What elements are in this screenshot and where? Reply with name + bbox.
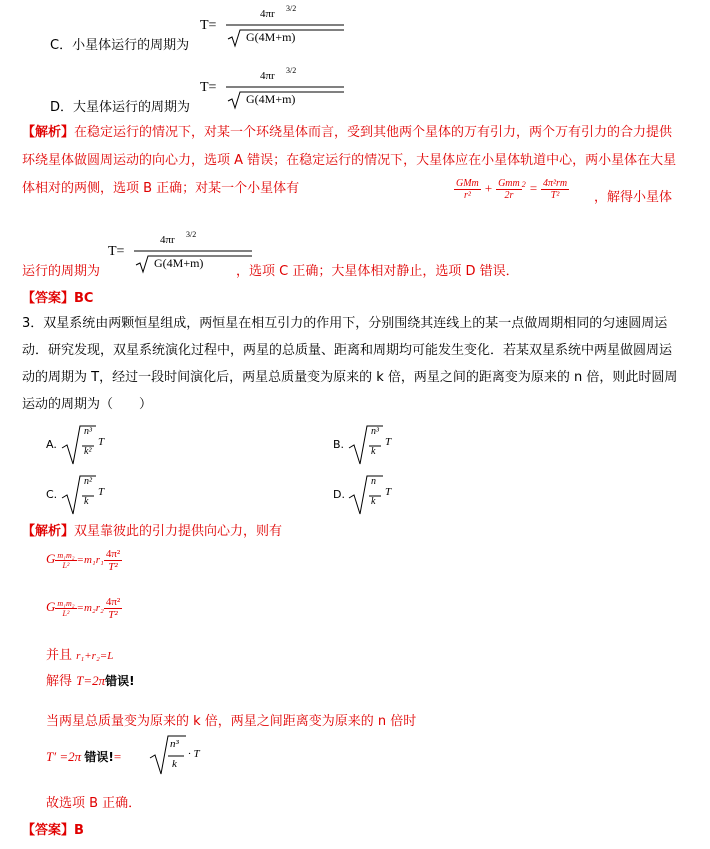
formula-t-eq: T= — [108, 244, 125, 259]
formula-t-eq: T= — [200, 80, 217, 95]
option-num: n³ — [84, 426, 92, 437]
equation-1 — [46, 548, 122, 573]
tprime-eq: = — [113, 749, 122, 764]
tprime-lhs: T′ =2π — [46, 749, 82, 764]
formula-num: 4πr — [260, 8, 275, 20]
option-t: T — [98, 436, 105, 448]
option-label: D. — [333, 488, 345, 501]
option-den: k — [371, 496, 376, 507]
tprime-line — [46, 748, 121, 765]
option-num: n² — [84, 476, 92, 487]
frac-4pi2rm-t2: $\frac{\text{4π²rm}}{\text{T²}}$ — [543, 178, 568, 201]
exp-2: 2 — [521, 180, 526, 190]
solve-equation: T=2π — [76, 673, 106, 688]
sqrt-sign — [150, 734, 186, 778]
and-equation: r₁+r₂=L — [76, 650, 114, 662]
analysis-1-tail: ，解得小星体 — [594, 190, 673, 205]
tprime-den: k — [172, 758, 177, 770]
and-text: 并且 — [46, 648, 73, 663]
eq1-left-frac: $\frac{\text{m₁m₂}}{\text{L²}}$ — [57, 551, 75, 570]
analysis-2-text: 双星靠彼此的引力提供向心力，则有 — [74, 524, 283, 539]
tprime-tail: · T — [188, 748, 200, 760]
formula-num: 4πr — [260, 70, 275, 82]
formula-den: G(4M+m) — [154, 256, 204, 270]
option-label: B. — [333, 438, 345, 451]
analysis-1-line4-prefix: 运行的周期为 — [22, 264, 101, 279]
question-3: 3．双星系统由两颗恒星组成，两恒星在相互引力的作用下，分别围绕其连线上的某一点做周期相同的匀速圆周运动．研究发现，双星系统演化过程中，两星的总质量、距离和周期均可能发生变化．若某双星系统中两星做圆周运动的周期为 T，经过一段时间演化后，两星总质量变为原来的 k 倍，两星之间的距离变为原来的 n 倍，则此时圆周运动的周期为（ ） — [22, 316, 678, 412]
answer-1-value: BC — [74, 291, 94, 306]
option-t: T — [385, 436, 392, 448]
formula-t-eq: T= — [200, 18, 217, 33]
option-num: n³ — [371, 426, 379, 437]
formula-den: G(4M+m) — [246, 30, 296, 44]
solve-text: 解得 — [46, 674, 73, 689]
sqrt-sign — [349, 424, 385, 468]
conclusion: 故选项 B 正确． — [46, 796, 142, 811]
formula-num: 4πr — [160, 234, 175, 246]
plus-sign: + — [484, 180, 493, 196]
sqrt-sign — [62, 424, 98, 468]
option-d-line — [50, 96, 190, 115]
eq2-right-frac: $\frac{\text{4π²}}{\text{T²}}$ — [105, 596, 121, 621]
formula-num-exp: 3/2 — [286, 66, 297, 75]
formula-num-exp: 3/2 — [286, 4, 297, 13]
error-text: 错误! — [84, 750, 114, 764]
option-t: T — [98, 486, 105, 498]
formula-num-exp: 3/2 — [186, 230, 197, 239]
eq1-mid: =m₁r₁ — [76, 554, 104, 567]
option-den: k — [371, 446, 376, 457]
analysis-1 — [22, 119, 682, 203]
frac-gmm-2r: $\frac{\text{Gmm}}{2r}$ — [498, 178, 520, 201]
g-constant: G — [46, 599, 56, 615]
analysis-tag: 【解析】 — [22, 524, 75, 539]
sqrt-sign — [62, 474, 98, 518]
answer-tag: 【答案】 — [22, 291, 75, 306]
analysis-1-text: 在稳定运行的情况下，对某一个环绕星体而言，受到其他两个星体的万有引力，两个万有引力的合力提供环绕星体做圆周运动的向心力，选项 A 错误；在稳定运行的情况下，大星体应在小星体轨道中心，两小星体在大星体相对的两侧，选项 B 正确；对某一个小星体有 — [22, 125, 677, 196]
equation-2 — [46, 596, 122, 621]
answer-1 — [22, 287, 93, 306]
eq2-left-frac: $\frac{\text{m₁m₂}}{\text{L²}}$ — [57, 599, 75, 618]
option-d-label: D．大星体运行的周期为 — [50, 100, 191, 115]
analysis-1-equation — [454, 178, 569, 201]
g-constant: G — [46, 551, 56, 567]
solve-line — [46, 670, 135, 689]
eq2-mid: =m₂r₂ — [76, 602, 104, 615]
answer-tag: 【答案】 — [22, 823, 75, 838]
answer-2 — [22, 819, 84, 838]
option-c-line — [50, 34, 189, 53]
frac-gmm-r2: $\frac{\text{GMm}}{\text{r²}}$ — [456, 178, 479, 201]
tprime-num: n³ — [170, 738, 179, 750]
eq-sign: = — [528, 180, 538, 196]
analysis-2 — [22, 520, 282, 539]
analysis-tag: 【解析】 — [22, 125, 75, 140]
option-c-label: C．小星体运行的周期为 — [50, 38, 190, 53]
option-label: C. — [46, 488, 58, 501]
option-den: k² — [84, 446, 92, 457]
eq1-right-frac: $\frac{\text{4π²}}{\text{T²}}$ — [105, 548, 121, 573]
option-num: n — [371, 476, 376, 487]
option-label: A. — [46, 438, 57, 451]
sqrt-sign — [349, 474, 385, 518]
tprime-sqrt — [150, 734, 200, 782]
and-line — [46, 644, 113, 663]
error-text: 错误! — [105, 674, 135, 688]
answer-2-value: B — [74, 823, 84, 838]
formula-den: G(4M+m) — [246, 92, 296, 106]
when-line: 当两星总质量变为原来的 k 倍，两星之间距离变为原来的 n 倍时 — [46, 714, 417, 729]
analysis-1-line4-suffix: ，选项 C 正确；大星体相对静止，选项 D 错误． — [236, 264, 519, 279]
option-den: k — [84, 496, 89, 507]
option-t: T — [385, 486, 392, 498]
